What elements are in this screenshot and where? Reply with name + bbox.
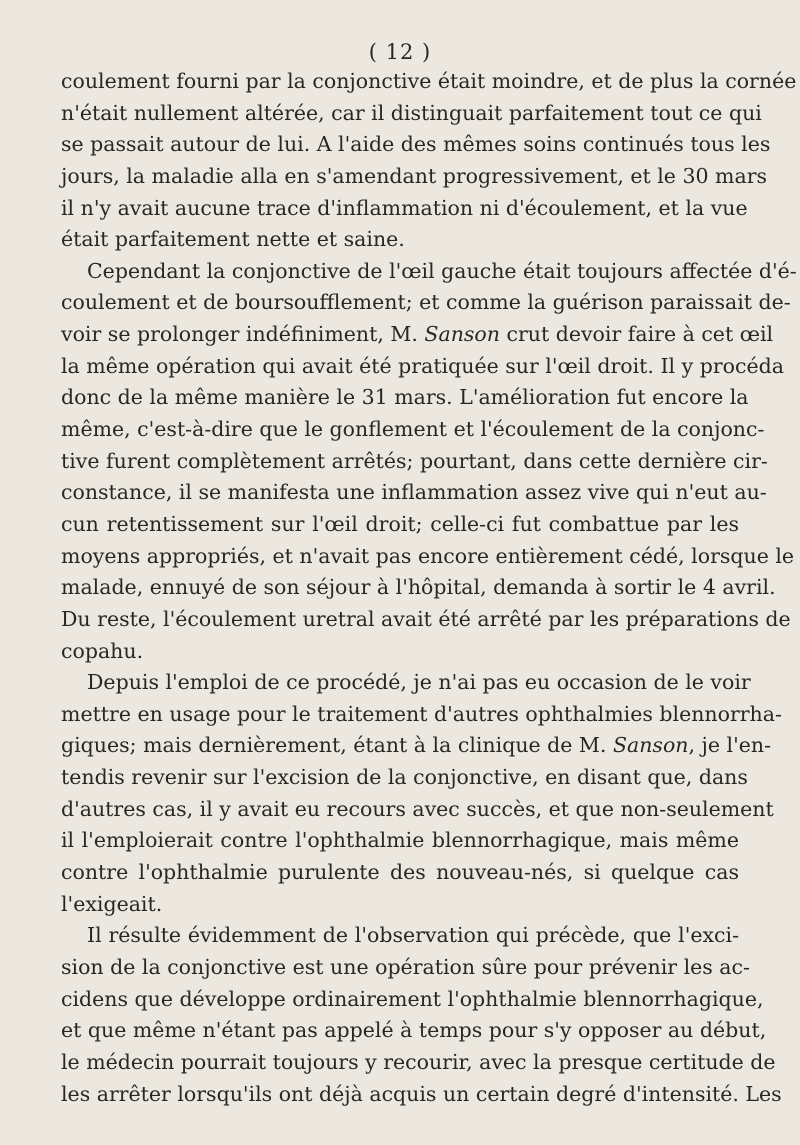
person-name: Sanson: [612, 733, 689, 758]
text-line: [61, 920, 739, 952]
text-line: [61, 287, 791, 319]
text-line: [61, 1015, 767, 1047]
text-line: [61, 319, 774, 351]
paragraph: [61, 667, 782, 920]
text-line: [61, 604, 791, 636]
text-segment: mettre en usage pour le traitement d'autres ophthalmies blennorrha-: [61, 701, 782, 726]
text-segment: la même opération qui avait été pratiquée sur l'œil droit. Il y procéda: [61, 353, 784, 378]
text-segment: n'était nullement altérée, car il distinguait parfaitement tout ce qui: [61, 100, 762, 125]
paragraph: [61, 920, 782, 1110]
paragraph: [61, 66, 797, 256]
text-segment: se passait autour de lui. A l'aide des mêmes soins continués tous les: [61, 132, 771, 157]
text-segment: était parfaitement nette et saine.: [61, 227, 405, 252]
text-line: [61, 224, 739, 256]
text-line: [61, 762, 748, 794]
text-line: [61, 129, 771, 161]
text-line: [61, 825, 739, 857]
text-line: [61, 509, 739, 541]
text-segment: tive furent complètement arrêtés; pourtant, dans cette dernière cir-: [61, 448, 768, 473]
text-segment: sion de la conjonctive est une opération sûre pour prévenir les ac-: [61, 954, 750, 979]
text-segment: Cependant la conjonctive de l'œil gauche était toujours affectée d'é-: [87, 258, 797, 283]
text-segment: l'exigeait.: [61, 891, 163, 916]
text-line: [61, 256, 797, 288]
text-segment: il l'emploierait contre l'ophthalmie blennorrhagique, mais même: [61, 828, 739, 853]
text-line: [61, 351, 784, 383]
text-segment: d'autres cas, il y avait eu recours avec succès, et que non-seulement: [61, 796, 774, 821]
text-segment: Il résulte évidemment de l'observation qui précède, que l'exci-: [87, 923, 739, 948]
text-segment: coulement fourni par la conjonctive était moindre, et de plus la cornée: [61, 69, 797, 93]
text-segment: cidens que développe ordinairement l'ophthalmie blennorrhagique,: [61, 986, 764, 1011]
text-segment: constance, il se manifesta une inflammation assez vive qui n'eut au-: [61, 480, 767, 505]
text-segment: et que même n'étant pas appelé à temps pour s'y opposer au début,: [61, 1018, 767, 1043]
text-segment: voir se prolonger indéfiniment, M.: [61, 322, 425, 347]
text-line: [61, 1079, 782, 1111]
text-line: [61, 193, 748, 225]
text-line: [61, 984, 764, 1016]
text-segment: même, c'est-à-dire que le gonflement et l'écoulement de la conjonc-: [61, 417, 765, 442]
text-segment: giques; mais dernièrement, étant à la clinique de M.: [61, 733, 613, 758]
text-segment: malade, ennuyé de son séjour à l'hôpital, demanda à sortir le 4 avril.: [61, 575, 776, 600]
text-line: [61, 446, 768, 478]
person-name: Sanson: [424, 322, 500, 347]
text-segment: coulement et de boursoufflement; et comme la guérison paraissait de-: [61, 290, 791, 315]
text-segment: donc de la même manière le 31 mars. L'amélioration fut encore la: [61, 385, 749, 410]
text-segment: les arrêter lorsqu'ils ont déjà acquis un certain degré d'intensité. Les: [61, 1081, 782, 1106]
text-segment: cun retentissement sur l'œil droit; celle-ci fut combattue par les: [61, 511, 739, 536]
text-line: [61, 382, 749, 414]
text-line: [61, 794, 774, 826]
text-line: [61, 889, 739, 921]
text-segment: tendis revenir sur l'excision de la conjonctive, en disant que, dans: [61, 765, 748, 790]
text-segment: moyens appropriés, et n'avait pas encore entièrement cédé, lorsque le: [61, 543, 795, 568]
paragraph: [61, 256, 797, 667]
text-line: [61, 667, 751, 699]
text-line: [61, 66, 797, 98]
text-segment: le médecin pourrait toujours y recourir, avec la presque certitude de: [61, 1049, 776, 1074]
text-line: [61, 541, 795, 573]
text-line: [61, 161, 768, 193]
text-line: [61, 98, 762, 130]
text-line: [61, 857, 739, 889]
text-line: [61, 699, 782, 731]
text-segment: il n'y avait aucune trace d'inflammation ni d'écoulement, et la vue: [61, 195, 748, 220]
body-text: [61, 66, 797, 1110]
text-line: [61, 952, 750, 984]
text-segment: , je l'en-: [688, 733, 772, 758]
text-line: [61, 1047, 776, 1079]
text-segment: copahu.: [61, 638, 144, 663]
text-line: [61, 636, 739, 668]
text-segment: jours, la maladie alla en s'amendant progressivement, et le 30 mars: [61, 163, 768, 188]
text-line: [61, 477, 767, 509]
text-segment: contre l'ophthalmie purulente des nouveau-nés, si quelque cas: [61, 860, 739, 885]
text-line: [61, 414, 765, 446]
text-line: [61, 572, 776, 604]
text-segment: Depuis l'emploi de ce procédé, je n'ai pas eu occasion de le voir: [87, 670, 751, 695]
text-segment: crut devoir faire à cet œil: [499, 322, 774, 347]
text-line: [61, 730, 772, 762]
page-number: ( 12 ): [368, 40, 432, 64]
text-segment: Du reste, l'écoulement uretral avait été arrêté par les préparations de: [61, 606, 791, 631]
